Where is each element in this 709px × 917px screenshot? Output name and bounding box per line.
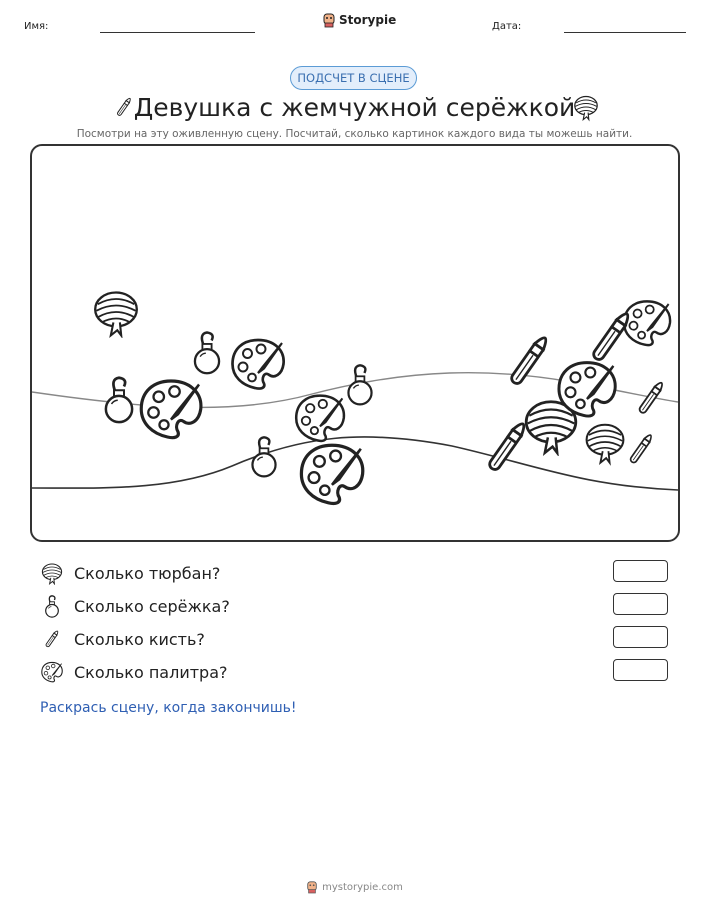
scene-brush[interactable]	[638, 381, 664, 414]
brand-logo	[322, 12, 396, 28]
page-footer	[0, 880, 709, 894]
name-field-line[interactable]	[100, 32, 255, 33]
coloring-instruction: Раскрась сцену, когда закончишь!	[40, 700, 297, 716]
scene-palette[interactable]	[624, 301, 670, 345]
question-row	[40, 658, 227, 686]
brand-name: Storypie	[339, 13, 397, 27]
scene-drawing	[32, 146, 678, 540]
turban-icon	[572, 92, 600, 122]
answer-box-brush[interactable]	[613, 626, 668, 648]
scene-brush[interactable]	[629, 433, 653, 463]
footer-site[interactable]: mystorypie.com	[322, 881, 403, 893]
question-row	[40, 559, 220, 587]
scene-palette[interactable]	[301, 445, 362, 503]
answer-box-palette[interactable]	[613, 659, 668, 681]
scene-palette[interactable]	[141, 381, 201, 438]
scene-palette[interactable]	[559, 363, 615, 416]
question-row	[40, 592, 230, 620]
storypie-mascot-icon	[306, 880, 318, 894]
name-label: Имя:	[24, 21, 49, 32]
question-text: Сколько кисть?	[74, 629, 205, 649]
date-field-line[interactable]	[564, 32, 686, 33]
page-title: Девушка с жемчужной серёжкой	[133, 93, 576, 122]
scene-turban[interactable]	[587, 425, 624, 463]
scene-turban[interactable]	[95, 293, 137, 336]
date-label: Дата:	[492, 21, 522, 32]
activity-type-badge: ПОДСЧЕТ В СЦЕНЕ	[290, 66, 417, 90]
earring-icon	[40, 594, 64, 618]
question-text: Сколько тюрбан?	[74, 563, 221, 583]
question-row	[40, 625, 205, 653]
scene-earring[interactable]	[195, 332, 219, 373]
instructions: Посмотри на эту оживленную сцену. Посчитай, сколько картинок каждого вида ты можешь найти.	[76, 128, 633, 140]
scene-earring[interactable]	[348, 365, 371, 404]
scene-earring[interactable]	[106, 378, 132, 422]
scene-palette[interactable]	[296, 396, 344, 441]
brush-icon	[40, 627, 64, 651]
scene-brush[interactable]	[592, 311, 632, 361]
storypie-mascot-icon	[322, 12, 336, 28]
question-text: Сколько палитра?	[74, 662, 228, 682]
answer-box-turban[interactable]	[613, 560, 668, 582]
palette-icon	[40, 660, 64, 684]
counting-scene[interactable]	[30, 144, 680, 542]
scene-earring[interactable]	[252, 437, 275, 476]
turban-icon	[40, 561, 64, 585]
question-text: Сколько серёжка?	[74, 596, 230, 616]
answer-box-earring[interactable]	[613, 593, 668, 615]
scene-palette[interactable]	[233, 340, 284, 389]
